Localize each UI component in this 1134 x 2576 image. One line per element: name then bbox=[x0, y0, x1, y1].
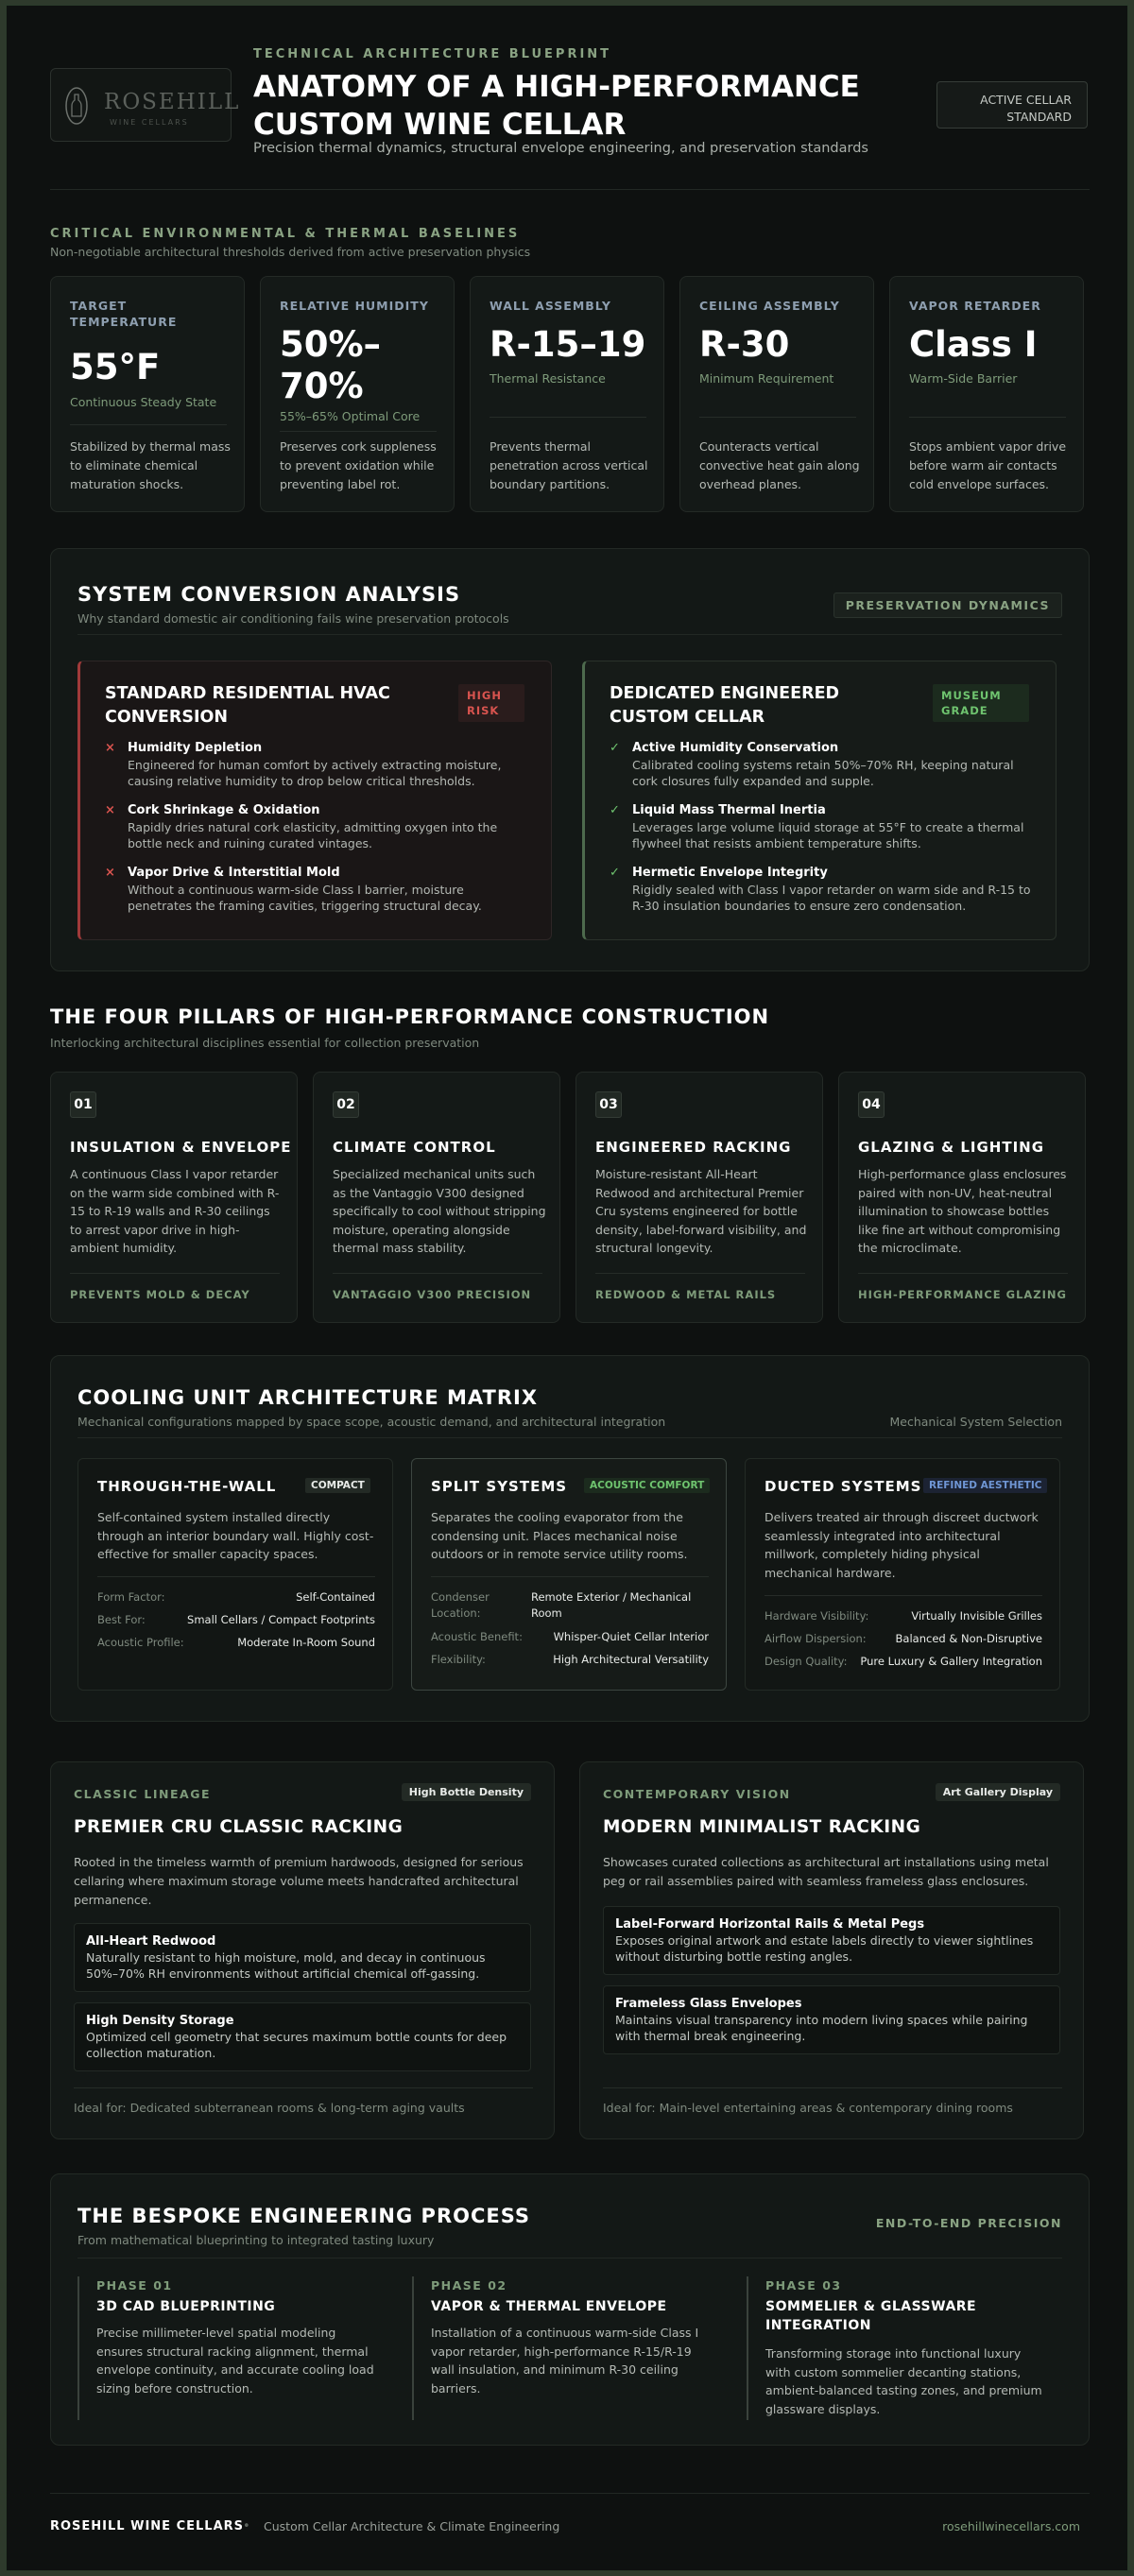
brand-logo[interactable] bbox=[50, 68, 241, 142]
acoustic-comfort-badge: ACOUSTIC COMFORT bbox=[584, 1478, 710, 1493]
art-gallery-display-badge: Art Gallery Display bbox=[936, 1783, 1060, 1801]
divider bbox=[70, 424, 227, 425]
spec-row bbox=[431, 1589, 709, 1622]
pillar-description: A continuous Class I vapor retarder on the warm side combined with R-15 to R-19 walls and R-30 ceilings to arrest vapor drive in high-ambient humidity. bbox=[70, 1167, 280, 1255]
phase-title: 3D CAD BLUEPRINTING bbox=[96, 2299, 276, 2314]
metric-card-vapor-retarder bbox=[889, 276, 1084, 512]
spec-key: Acoustic Profile: bbox=[97, 1636, 184, 1649]
compact-badge: COMPACT bbox=[305, 1478, 370, 1493]
pillar-description: High-performance glass enclosures paired with non-UV, heat-neutral illumination to showcase bottles like fine art without compromising the microclimate. bbox=[858, 1167, 1067, 1255]
pillar-card bbox=[838, 1072, 1086, 1323]
pillar-description: Specialized mechanical units such as the Vantaggio V300 designed specifically to cool without stripping moisture, operating alongside thermal mass stability. bbox=[333, 1167, 546, 1255]
phase-label: PHASE 02 bbox=[431, 2278, 507, 2293]
feature-box bbox=[603, 1985, 1060, 2054]
divider bbox=[699, 417, 856, 418]
pillars-title: THE FOUR PILLARS OF HIGH-PERFORMANCE CONSTRUCTION bbox=[50, 1005, 770, 1028]
metric-card-temperature bbox=[50, 276, 245, 512]
racking-title: PREMIER CRU CLASSIC RACKING bbox=[74, 1817, 404, 1837]
pillar-title: CLIMATE CONTROL bbox=[333, 1139, 496, 1156]
point-description: Engineered for human comfort by actively extracting moisture, causing relative humidity to drop below critical thresholds. bbox=[128, 758, 502, 788]
point-description: Rigidly sealed with Class I vapor retarder on warm side and R-15 to R-30 insulation boundaries to ensure zero condensation. bbox=[632, 883, 1031, 913]
spec-key: Condenser Location: bbox=[431, 1590, 490, 1620]
point-description: Rapidly dries natural cork elasticity, admitting oxygen into the bottle neck and ruining curated vintages. bbox=[128, 820, 498, 850]
feature-description: Maintains visual transparency into modern living spaces while pairing with thermal break engineering. bbox=[615, 2013, 1028, 2043]
metric-note: Warm-Side Barrier bbox=[909, 371, 1018, 386]
pillar-card bbox=[313, 1072, 560, 1323]
racking-title: MODERN MINIMALIST RACKING bbox=[603, 1817, 921, 1837]
risk-point bbox=[105, 741, 530, 789]
pillar-footer: REDWOOD & METAL RAILS bbox=[595, 1288, 777, 1301]
divider bbox=[77, 634, 1062, 635]
refined-aesthetic-badge: REFINED AESTHETIC bbox=[923, 1478, 1047, 1493]
pillar-title: INSULATION & ENVELOPE bbox=[70, 1139, 292, 1156]
metric-label: WALL ASSEMBLY bbox=[490, 299, 611, 313]
racking-eyebrow: CONTEMPORARY VISION bbox=[603, 1787, 791, 1801]
pillar-card bbox=[576, 1072, 823, 1323]
high-risk-badge: HIGH RISK bbox=[458, 684, 524, 722]
metric-description: Stops ambient vapor drive before warm air contacts cold envelope surfaces. bbox=[909, 439, 1067, 491]
pillar-number: 04 bbox=[858, 1091, 885, 1118]
ideal-for-text: Ideal for: Dedicated subterranean rooms & long-term aging vaults bbox=[74, 2101, 465, 2115]
baselines-subtitle: Non-negotiable architectural thresholds derived from active preservation physics bbox=[50, 245, 531, 259]
feature-description: Optimized cell geometry that secures maximum bottle counts for deep collection maturation. bbox=[86, 2030, 507, 2060]
cooling-unit-card-selected[interactable] bbox=[411, 1458, 727, 1691]
pillar-number: 02 bbox=[333, 1091, 359, 1118]
page-subtitle: Precision thermal dynamics, structural envelope engineering, and preservation standards bbox=[253, 141, 868, 156]
divider bbox=[765, 1595, 1042, 1596]
pillar-number: 03 bbox=[595, 1091, 622, 1118]
divider bbox=[858, 1273, 1068, 1274]
point-title: Humidity Depletion bbox=[128, 741, 263, 755]
metric-label: RELATIVE HUMIDITY bbox=[280, 299, 429, 313]
spec-value: Remote Exterior / Mechanical Room bbox=[531, 1590, 692, 1620]
spec-key: Design Quality: bbox=[765, 1655, 848, 1668]
phase-description: Transforming storage into functional luxury with custom sommelier decanting stations, ambient-balanced tasting zones, and premium glassware displays. bbox=[765, 2346, 1042, 2416]
spec-value: High Architectural Versatility bbox=[553, 1653, 709, 1666]
spec-key: Best For: bbox=[97, 1613, 146, 1626]
footer-brand: ROSEHILL WINE CELLARS bbox=[50, 2519, 244, 2533]
risk-point bbox=[105, 866, 530, 914]
metric-description: Counteracts vertical convective heat gain along overhead planes. bbox=[699, 439, 860, 491]
divider bbox=[431, 1576, 709, 1577]
racking-description: Showcases curated collections as architectural art installations using metal peg or rail assemblies paired with seamless frameless glass enclosures. bbox=[603, 1855, 1049, 1888]
spec-value: Self-Contained bbox=[296, 1590, 375, 1604]
metric-label: CEILING ASSEMBLY bbox=[699, 299, 840, 313]
divider bbox=[74, 2087, 533, 2088]
process-title: THE BESPOKE ENGINEERING PROCESS bbox=[77, 2205, 531, 2227]
spec-key: Hardware Visibility: bbox=[765, 1609, 869, 1623]
pillar-number: 01 bbox=[70, 1091, 96, 1118]
cooling-unit-card[interactable] bbox=[745, 1458, 1060, 1691]
metric-card-ceiling-assembly bbox=[679, 276, 874, 512]
footer-separator: • bbox=[243, 2519, 250, 2533]
pillar-title: ENGINEERED RACKING bbox=[595, 1139, 792, 1156]
custom-cellar-card bbox=[582, 661, 1057, 940]
cross-icon: × bbox=[105, 866, 115, 880]
spec-value: Pure Luxury & Gallery Integration bbox=[860, 1655, 1042, 1668]
conversion-subtitle: Why standard domestic air conditioning fails wine preservation protocols bbox=[77, 611, 509, 626]
feature-box bbox=[74, 2002, 531, 2071]
modern-racking-card bbox=[579, 1761, 1084, 2139]
footer-website-link[interactable]: rosehillwinecellars.com bbox=[942, 2519, 1080, 2533]
check-icon: ✓ bbox=[610, 741, 620, 755]
cross-icon: × bbox=[105, 803, 115, 817]
unit-description: Separates the cooling evaporator from the condensing unit. Places mechanical noise outdoors or in remote service utility rooms. bbox=[431, 1510, 688, 1561]
pillars-subtitle: Interlocking architectural disciplines essential for collection preservation bbox=[50, 1036, 480, 1050]
point-title: Active Humidity Conservation bbox=[632, 741, 839, 755]
phase-label: PHASE 03 bbox=[765, 2278, 842, 2293]
cooling-subtitle: Mechanical configurations mapped by space scope, acoustic demand, and architectural integration bbox=[77, 1415, 666, 1429]
spec-value: Whisper-Quiet Cellar Interior bbox=[553, 1630, 709, 1643]
ideal-for-text: Ideal for: Main-level entertaining areas & contemporary dining rooms bbox=[603, 2101, 1013, 2115]
metric-value: 55°F bbox=[70, 347, 161, 387]
end-to-end-label: END-TO-END PRECISION bbox=[875, 2216, 1062, 2230]
racking-eyebrow: CLASSIC LINEAGE bbox=[74, 1787, 212, 1801]
cellar-standard-badge: ACTIVE CELLAR STANDARD bbox=[936, 81, 1088, 129]
phase-description: Precise millimeter-level spatial modeling ensures structural racking alignment, thermal envelope continuity, and accurate cooling load sizing before construction. bbox=[96, 2326, 374, 2396]
spec-key: Acoustic Benefit: bbox=[431, 1630, 523, 1643]
header-eyebrow: TECHNICAL ARCHITECTURE BLUEPRINT bbox=[253, 47, 612, 61]
check-icon: ✓ bbox=[610, 866, 620, 880]
unit-name: THROUGH-THE-WALL bbox=[97, 1478, 277, 1495]
spec-value: Virtually Invisible Grilles bbox=[911, 1609, 1042, 1623]
point-description: Without a continuous warm-side Class I barrier, moisture penetrates the framing cavities, triggering structural decay. bbox=[128, 883, 482, 913]
risk-point bbox=[105, 803, 530, 851]
pillar-footer: HIGH-PERFORMANCE GLAZING bbox=[858, 1288, 1067, 1301]
phase-step bbox=[77, 2276, 389, 2420]
footer-tagline: Custom Cellar Architecture & Climate Engineering bbox=[264, 2519, 560, 2533]
divider bbox=[97, 1576, 375, 1577]
phase-label: PHASE 01 bbox=[96, 2278, 173, 2293]
point-description: Calibrated cooling systems retain 50%–70% RH, keeping natural cork closures fully expanded and supple. bbox=[632, 758, 1014, 788]
spec-value: Small Cellars / Compact Footprints bbox=[187, 1613, 375, 1626]
conversion-title: SYSTEM CONVERSION ANALYSIS bbox=[77, 583, 461, 606]
check-icon: ✓ bbox=[610, 803, 620, 817]
metric-note: Minimum Requirement bbox=[699, 371, 834, 386]
phase-title: VAPOR & THERMAL ENVELOPE bbox=[431, 2299, 667, 2314]
pillar-footer: VANTAGGIO V300 PRECISION bbox=[333, 1288, 532, 1301]
pillar-description: Moisture-resistant All-Heart Redwood and architectural Premier Cru systems engineered for bottle density, label-forward visibility, and structural longevity. bbox=[595, 1167, 807, 1255]
divider bbox=[603, 2087, 1062, 2088]
metric-label: TARGET TEMPERATURE bbox=[70, 299, 178, 329]
metric-value: R-30 bbox=[699, 324, 790, 365]
wine-bottle-logo-icon bbox=[64, 86, 89, 126]
feature-description: Naturally resistant to high moisture, mold, and decay in continuous 50%–70% RH environments without artificial chemical off-gassing. bbox=[86, 1950, 486, 1981]
pillar-card bbox=[50, 1072, 298, 1323]
feature-box bbox=[74, 1923, 531, 1992]
feature-title: All-Heart Redwood bbox=[86, 1934, 216, 1949]
point-description: Leverages large volume liquid storage at 55°F to create a thermal flywheel that resists ambient temperature shifts. bbox=[632, 820, 1024, 850]
baselines-eyebrow: CRITICAL ENVIRONMENTAL & THERMAL BASELINES bbox=[50, 227, 521, 241]
classic-racking-card bbox=[50, 1761, 555, 2139]
page bbox=[6, 5, 1128, 2571]
card-title: STANDARD RESIDENTIAL HVAC CONVERSION bbox=[105, 684, 390, 727]
spec-value: Moderate In-Room Sound bbox=[237, 1636, 375, 1649]
racking-description: Rooted in the timeless warmth of premium hardwoods, designed for serious cellaring where maximum storage volume meets handcrafted architectural permanence. bbox=[74, 1855, 524, 1907]
metric-note: Continuous Steady State bbox=[70, 395, 217, 409]
card-title: DEDICATED ENGINEERED CUSTOM CELLAR bbox=[610, 684, 840, 727]
high-bottle-density-badge: High Bottle Density bbox=[402, 1783, 531, 1801]
point-title: Liquid Mass Thermal Inertia bbox=[632, 803, 826, 817]
metric-value: R-15–19 bbox=[490, 324, 646, 365]
metric-card-humidity bbox=[260, 276, 455, 512]
point-title: Vapor Drive & Interstitial Mold bbox=[128, 866, 340, 880]
unit-name: DUCTED SYSTEMS bbox=[765, 1478, 922, 1495]
point-title: Hermetic Envelope Integrity bbox=[632, 866, 828, 880]
metric-label: VAPOR RETARDER bbox=[909, 299, 1041, 313]
unit-description: Self-contained system installed directly through an interior boundary wall. Highly cost-effective for smaller capacity spaces. bbox=[97, 1510, 374, 1561]
spec-key: Airflow Dispersion: bbox=[765, 1632, 867, 1645]
logo-name: ROSEHILL bbox=[104, 90, 241, 114]
metric-description: Stabilized by thermal mass to eliminate chemical maturation shocks. bbox=[70, 439, 231, 491]
feature-title: Label-Forward Horizontal Rails & Metal Pegs bbox=[615, 1917, 925, 1932]
point-title: Cork Shrinkage & Oxidation bbox=[128, 803, 320, 817]
divider bbox=[280, 431, 437, 432]
feature-title: High Density Storage bbox=[86, 2014, 234, 2028]
cross-icon: × bbox=[105, 741, 115, 755]
divider bbox=[77, 1437, 1062, 1438]
divider bbox=[50, 2493, 1090, 2494]
pillar-footer: PREVENTS MOLD & DECAY bbox=[70, 1288, 250, 1301]
benefit-point bbox=[610, 803, 1035, 851]
divider bbox=[595, 1273, 805, 1274]
feature-title: Frameless Glass Envelopes bbox=[615, 1997, 802, 2011]
spec-key: Form Factor: bbox=[97, 1590, 165, 1604]
unit-name: SPLIT SYSTEMS bbox=[431, 1478, 568, 1495]
metric-note: 55%–65% Optimal Core bbox=[280, 409, 421, 423]
conversion-panel bbox=[50, 548, 1090, 971]
metric-description: Preserves cork suppleness to prevent oxidation while preventing label rot. bbox=[280, 439, 437, 491]
unit-description: Delivers treated air through discreet ductwork seamlessly integrated into architectural millwork, completely hiding physical mechanical hardware. bbox=[765, 1510, 1039, 1580]
metric-card-wall-assembly bbox=[470, 276, 664, 512]
process-panel bbox=[50, 2173, 1090, 2446]
cooling-unit-card[interactable] bbox=[77, 1458, 393, 1691]
process-subtitle: From mathematical blueprinting to integrated tasting luxury bbox=[77, 2233, 435, 2247]
phase-step bbox=[747, 2276, 1058, 2420]
metric-value: Class I bbox=[909, 324, 1038, 365]
metric-value: 50%–70% bbox=[280, 324, 382, 406]
feature-box bbox=[603, 1906, 1060, 1975]
divider bbox=[70, 1273, 280, 1274]
cooling-matrix-panel bbox=[50, 1355, 1090, 1722]
preservation-dynamics-badge: PRESERVATION DYNAMICS bbox=[833, 592, 1062, 618]
page-title: ANATOMY OF A HIGH-PERFORMANCE CUSTOM WINE CELLAR bbox=[253, 70, 860, 142]
spec-value: Balanced & Non-Disruptive bbox=[895, 1632, 1042, 1645]
hvac-conversion-card bbox=[77, 661, 552, 940]
phase-title: SOMMELIER & GLASSWARE INTEGRATION bbox=[765, 2299, 977, 2333]
metric-note: Thermal Resistance bbox=[490, 371, 606, 386]
divider bbox=[909, 417, 1066, 418]
benefit-point bbox=[610, 866, 1035, 914]
spec-key: Flexibility: bbox=[431, 1653, 486, 1666]
metric-description: Prevents thermal penetration across vertical boundary partitions. bbox=[490, 439, 648, 491]
feature-description: Exposes original artwork and estate labels directly to viewer sightlines without disturbing bottle resting angles. bbox=[615, 1933, 1034, 1964]
divider bbox=[490, 417, 646, 418]
benefit-point bbox=[610, 741, 1035, 789]
cooling-title: COOLING UNIT ARCHITECTURE MATRIX bbox=[77, 1386, 539, 1409]
divider bbox=[333, 1273, 542, 1274]
pillar-title: GLAZING & LIGHTING bbox=[858, 1139, 1045, 1156]
logo-subtitle: WINE CELLARS bbox=[110, 118, 189, 127]
phase-step bbox=[412, 2276, 724, 2420]
mechanical-selection-label: Mechanical System Selection bbox=[889, 1415, 1062, 1429]
phase-description: Installation of a continuous warm-side Class I vapor retarder, high-performance R-15/R-19 wall insulation, and minimum R-30 ceiling barriers. bbox=[431, 2326, 699, 2396]
museum-grade-badge: MUSEUM GRADE bbox=[933, 684, 1029, 722]
divider bbox=[50, 189, 1090, 190]
